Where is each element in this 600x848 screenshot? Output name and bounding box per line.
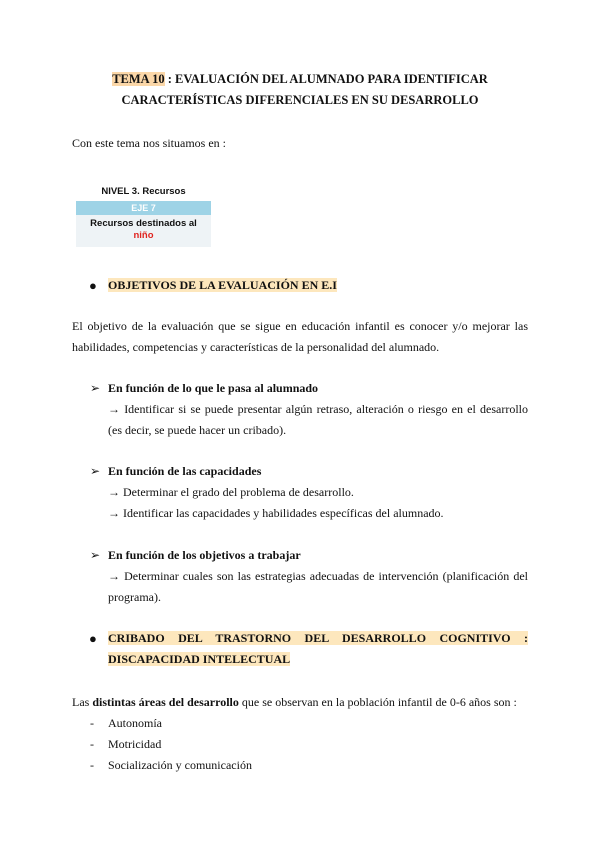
item2-text2: → Identificar las capacidades y habilidades específicas del alumnado. bbox=[108, 506, 444, 520]
item-marker-icon: ➢ bbox=[90, 464, 101, 478]
section1-heading: OBJETIVOS DE LA EVALUACIÓN EN E.I bbox=[108, 278, 337, 292]
list-item: Autonomía bbox=[108, 716, 162, 730]
areas-intro: Las distintas áreas del desarrollo que se observan en la población infantil de 0-6 años son : bbox=[72, 695, 517, 709]
list-dash: - bbox=[90, 716, 94, 730]
recursos-box bbox=[76, 215, 211, 247]
list-item: Socialización y comunicación bbox=[108, 758, 252, 772]
recursos-line1: Recursos destinados al bbox=[90, 218, 197, 229]
list-dash: - bbox=[90, 758, 94, 772]
item3-text: → Determinar cuales son las estrategias adecuadas de intervención (planificación del programa). bbox=[108, 569, 528, 604]
list-item: Motricidad bbox=[108, 737, 162, 751]
title-tag: TEMA 10 bbox=[112, 72, 165, 86]
item3-heading: En función de los objetivos a trabajar bbox=[108, 548, 301, 562]
title-line1: : EVALUACIÓN DEL ALUMNADO PARA IDENTIFICAR bbox=[164, 72, 488, 86]
page-title-line2: CARACTERÍSTICAS DIFERENCIALES EN SU DESARROLLO bbox=[121, 93, 479, 107]
page-title bbox=[0, 72, 600, 87]
item-marker-icon: ➢ bbox=[90, 381, 101, 395]
nivel-box bbox=[76, 184, 211, 247]
bullet-icon: ● bbox=[89, 631, 97, 646]
nivel-heading: NIVEL 3. Recursos bbox=[101, 186, 186, 197]
recursos-line2: niño bbox=[133, 230, 154, 241]
item-marker-icon: ➢ bbox=[90, 548, 101, 562]
intro-text: Con este tema nos situamos en : bbox=[72, 136, 226, 150]
bullet-icon: ● bbox=[89, 278, 97, 293]
item2-text1: → Determinar el grado del problema de desarrollo. bbox=[108, 485, 354, 499]
section1-paragraph: El objetivo de la evaluación que se sigue en educación infantil es conocer y/o mejorar las habilidades, competencias y características de la personalidad del alumnado. bbox=[72, 319, 528, 354]
item1-heading: En función de lo que le pasa al alumnado bbox=[108, 381, 319, 395]
item2-heading: En función de las capacidades bbox=[108, 464, 262, 478]
item1-text: → Identificar si se puede presentar algún retraso, alteración o riesgo en el desarrollo (es decir, se puede hacer un cribado). bbox=[108, 402, 528, 437]
list-dash: - bbox=[90, 737, 94, 751]
section2-heading: CRIBADO DEL TRASTORNO DEL DESARROLLO COGNITIVO : DISCAPACIDAD INTELECTUAL bbox=[108, 631, 528, 666]
eje-label: EJE 7 bbox=[76, 201, 211, 215]
